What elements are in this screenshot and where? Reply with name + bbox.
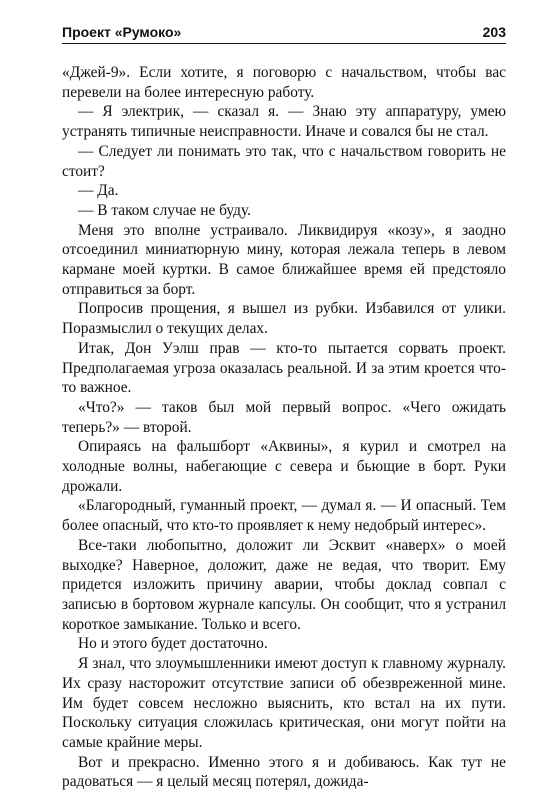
paragraph: — Следует ли понимать это так, что с начальством говорить не стоит?	[62, 142, 506, 180]
paragraph: — В таком случае не буду.	[78, 201, 251, 219]
paragraph: — Да.	[78, 182, 119, 200]
paragraph: «Джей-9». Если хотите, я поговорю с начальством, чтобы вас перевели на более интересную работу.	[62, 64, 506, 101]
paragraph: «Благородный, гуманный проект, — думал я. — И опасный. Тем более опасный, что кто-то проявляет к нему недобрый интерес».	[62, 497, 506, 535]
paragraph: Итак, Дон Уэлш прав — кто-то пытается сорвать проект. Предполагаемая угроза оказалась реальной. И за этим кроется что-то важное.	[62, 339, 506, 397]
body-text	[62, 63, 506, 792]
paragraph: Попросив прощения, я вышел из рубки. Избавился от улики. Поразмыслил о текущих делах.	[62, 300, 506, 338]
paragraph: Вот и прекрасно. Именно этого я и добиваюсь. Как тут не радоваться — я целый месяц потерял, дожида-	[62, 753, 506, 791]
running-header	[62, 16, 506, 44]
paragraph: Опираясь на фальшборт «Аквины», я курил и смотрел на холодные волны, набегающие с севера и бьющие в борт. Руки дрожали.	[62, 438, 506, 495]
page-number: 203	[482, 24, 506, 40]
paragraph: — Я электрик, — сказал я. — Знаю эту аппаратуру, умею устранять типичные неисправности. Иначе и совался бы не стал.	[62, 103, 506, 141]
paragraph: Но и этого будет достаточно.	[78, 635, 268, 653]
paragraph: Меня это вполне устраивало. Ликвидируя «козу», я заодно отсоединил миниатюрную мину, которая лежала теперь в левом кармане моей куртки. В самое ближайшее время ей предстояло отправиться за борт.	[62, 221, 506, 298]
book-page	[62, 16, 506, 791]
paragraph: Все-таки любопытно, доложит ли Эсквит «наверх» о моей выходке? Наверное, доложит, даже не ведая, что творит. Ему придется изложить причину аварии, чтобы доклад совпал с записью в бортовом журнале капсулы. Он сообщит, что я устранил короткое замыкание. Только и всего.	[62, 536, 506, 633]
paragraph: «Что?» — таков был мой первый вопрос. «Чего ожидать теперь?» — второй.	[62, 398, 506, 436]
paragraph: Я знал, что злоумышленники имеют доступ к главному журналу. Их сразу насторожит отсутствие записи об обезвреженной мине. Им будет совсем несложно выяснить, кто встал на их пути. Поскольку ситуация сложилась критическая, они могут пойти на самые крайние меры.	[62, 655, 506, 751]
running-title: Проект «Румоко»	[62, 24, 182, 40]
